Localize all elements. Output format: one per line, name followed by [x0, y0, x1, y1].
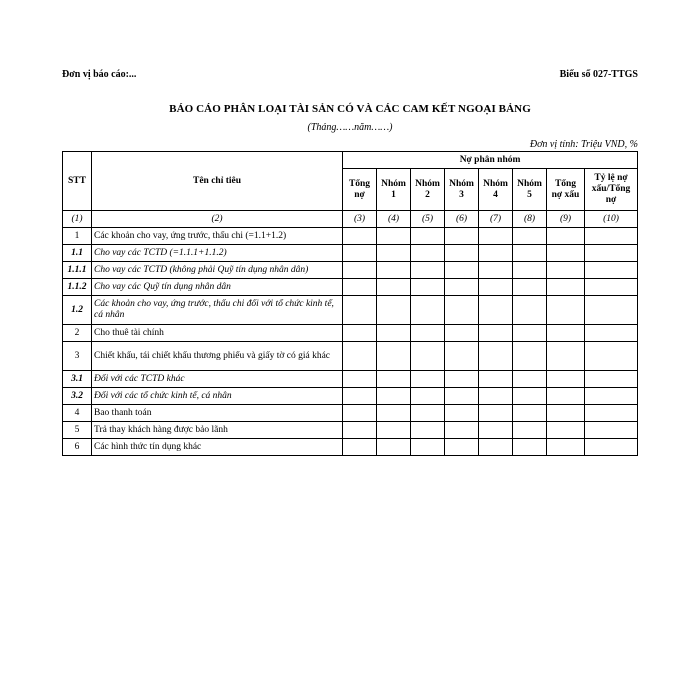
cell-input[interactable] — [377, 262, 411, 279]
cell-input[interactable] — [343, 245, 377, 262]
cell-input[interactable] — [411, 245, 445, 262]
row-label: Các khoản cho vay, ứng trước, thấu chi đối với tổ chức kinh tế, cá nhân — [92, 296, 343, 325]
table-row — [63, 325, 638, 342]
cell-input[interactable] — [445, 388, 479, 405]
cell-input[interactable] — [513, 405, 547, 422]
cell-input[interactable] — [377, 388, 411, 405]
cell-input[interactable] — [377, 228, 411, 245]
row-stt: 4 — [63, 405, 92, 422]
cell-input[interactable] — [445, 245, 479, 262]
table-row — [63, 405, 638, 422]
cell-input[interactable] — [377, 245, 411, 262]
unit-label: Đơn vị tính: Triệu VND, % — [529, 139, 638, 150]
cell-input[interactable] — [411, 405, 445, 422]
header-group-5: Nhóm 5 — [513, 169, 547, 211]
row-label: Cho thuê tài chính — [92, 325, 343, 342]
row-stt: 2 — [63, 325, 92, 342]
cell-input[interactable] — [411, 228, 445, 245]
cell-input[interactable] — [513, 439, 547, 456]
row-stt: 1.1.1 — [63, 262, 92, 279]
cell-input[interactable] — [513, 342, 547, 371]
row-stt: 6 — [63, 439, 92, 456]
cell-input[interactable] — [547, 325, 585, 342]
header-group-1: Nhóm 1 — [377, 169, 411, 211]
cell-input[interactable] — [513, 262, 547, 279]
row-label: Các hình thức tín dụng khác — [92, 439, 343, 456]
row-label: Cho vay các TCTD (=1.1.1+1.1.2) — [92, 245, 343, 262]
cell-input[interactable] — [377, 325, 411, 342]
cell-input[interactable] — [585, 405, 638, 422]
cell-input[interactable] — [377, 439, 411, 456]
cell-input[interactable] — [479, 228, 513, 245]
cell-input[interactable] — [585, 388, 638, 405]
cell-input[interactable] — [585, 228, 638, 245]
cell-input[interactable] — [513, 296, 547, 325]
cell-input[interactable] — [445, 439, 479, 456]
cell-input[interactable] — [479, 296, 513, 325]
cell-input[interactable] — [585, 262, 638, 279]
form-number-label: Biểu số 027-TTGS — [559, 69, 638, 80]
cell-input[interactable] — [585, 325, 638, 342]
cell-input[interactable] — [479, 405, 513, 422]
cell-input[interactable] — [411, 388, 445, 405]
cell-input[interactable] — [513, 245, 547, 262]
cell-input[interactable] — [513, 388, 547, 405]
row-label: Chiết khấu, tái chiết khấu thương phiếu và giấy tờ có giá khác — [92, 342, 343, 371]
row-stt: 1.1.2 — [63, 279, 92, 296]
cell-input[interactable] — [343, 422, 377, 439]
header-total-bad-debt: Tổng nợ xấu — [547, 169, 585, 211]
cell-input[interactable] — [411, 325, 445, 342]
cell-input[interactable] — [343, 279, 377, 296]
table-row — [63, 296, 638, 325]
cell-input[interactable] — [445, 228, 479, 245]
cell-input[interactable] — [585, 245, 638, 262]
table-row — [63, 245, 638, 262]
table-row — [63, 279, 638, 296]
column-number-row — [63, 211, 638, 228]
report-period: (Tháng……năm……) — [307, 122, 393, 133]
report-table — [62, 151, 638, 456]
table-row — [63, 439, 638, 456]
colnum-5: (5) — [411, 211, 445, 228]
cell-input[interactable] — [547, 296, 585, 325]
cell-input[interactable] — [343, 296, 377, 325]
cell-input[interactable] — [585, 439, 638, 456]
row-label: Bao thanh toán — [92, 405, 343, 422]
cell-input[interactable] — [547, 279, 585, 296]
cell-input[interactable] — [585, 296, 638, 325]
table-row — [63, 342, 638, 371]
cell-input[interactable] — [377, 405, 411, 422]
row-stt: 1 — [63, 228, 92, 245]
row-stt: 5 — [63, 422, 92, 439]
cell-input[interactable] — [479, 245, 513, 262]
row-stt: 3.1 — [63, 371, 92, 388]
cell-input[interactable] — [479, 439, 513, 456]
cell-input[interactable] — [445, 325, 479, 342]
cell-input[interactable] — [411, 262, 445, 279]
cell-input[interactable] — [479, 371, 513, 388]
report-title: BÁO CÁO PHÂN LOẠI TÀI SẢN CÓ VÀ CÁC CAM KẾT NGOẠI BẢNG — [169, 103, 531, 115]
colnum-10: (10) — [585, 211, 638, 228]
colnum-4: (4) — [377, 211, 411, 228]
cell-input[interactable] — [343, 405, 377, 422]
cell-input[interactable] — [343, 262, 377, 279]
colnum-9: (9) — [547, 211, 585, 228]
cell-input[interactable] — [343, 342, 377, 371]
cell-input[interactable] — [411, 439, 445, 456]
reporting-unit-label: Đơn vị báo cáo:... — [62, 69, 137, 80]
colnum-2: (2) — [92, 211, 343, 228]
cell-input[interactable] — [547, 371, 585, 388]
header-bad-debt-ratio: Tỷ lệ nợ xấu/Tổng nợ — [585, 169, 638, 211]
cell-input[interactable] — [547, 422, 585, 439]
colnum-8: (8) — [513, 211, 547, 228]
cell-input[interactable] — [343, 325, 377, 342]
row-stt: 3 — [63, 342, 92, 371]
cell-input[interactable] — [547, 262, 585, 279]
cell-input[interactable] — [547, 388, 585, 405]
cell-input[interactable] — [513, 228, 547, 245]
row-label: Đối với các tổ chức kinh tế, cá nhân — [92, 388, 343, 405]
cell-input[interactable] — [445, 422, 479, 439]
cell-input[interactable] — [479, 342, 513, 371]
cell-input[interactable] — [377, 371, 411, 388]
cell-input[interactable] — [513, 325, 547, 342]
cell-input[interactable] — [377, 342, 411, 371]
cell-input[interactable] — [585, 342, 638, 371]
colnum-3: (3) — [343, 211, 377, 228]
cell-input[interactable] — [411, 296, 445, 325]
colnum-6: (6) — [445, 211, 479, 228]
cell-input[interactable] — [479, 279, 513, 296]
table-row — [63, 262, 638, 279]
table-row — [63, 422, 638, 439]
header-debt-group: Nợ phân nhóm — [343, 152, 638, 169]
cell-input[interactable] — [411, 279, 445, 296]
cell-input[interactable] — [585, 371, 638, 388]
cell-input[interactable] — [411, 342, 445, 371]
row-stt: 1.2 — [63, 296, 92, 325]
colnum-1: (1) — [63, 211, 92, 228]
cell-input[interactable] — [547, 245, 585, 262]
cell-input[interactable] — [479, 262, 513, 279]
cell-input[interactable] — [585, 279, 638, 296]
row-label: Cho vay các Quỹ tín dụng nhân dân — [92, 279, 343, 296]
cell-input[interactable] — [377, 422, 411, 439]
cell-input[interactable] — [585, 422, 638, 439]
cell-input[interactable] — [411, 371, 445, 388]
cell-input[interactable] — [547, 405, 585, 422]
row-label: Cho vay các TCTD (không phải Quỹ tín dụng nhân dân) — [92, 262, 343, 279]
row-stt: 1.1 — [63, 245, 92, 262]
row-label: Trả thay khách hàng được bảo lãnh — [92, 422, 343, 439]
header-indicator-name: Tên chỉ tiêu — [92, 152, 343, 211]
row-label: Đối với các TCTD khác — [92, 371, 343, 388]
cell-input[interactable] — [445, 262, 479, 279]
header-total-debt: Tổng nợ — [343, 169, 377, 211]
cell-input[interactable] — [479, 422, 513, 439]
header-group-2: Nhóm 2 — [411, 169, 445, 211]
header-group-3: Nhóm 3 — [445, 169, 479, 211]
table-row — [63, 371, 638, 388]
cell-input[interactable] — [445, 279, 479, 296]
cell-input[interactable] — [343, 228, 377, 245]
cell-input[interactable] — [411, 422, 445, 439]
colnum-7: (7) — [479, 211, 513, 228]
cell-input[interactable] — [547, 342, 585, 371]
cell-input[interactable] — [547, 228, 585, 245]
cell-input[interactable] — [479, 325, 513, 342]
row-label: Các khoản cho vay, ứng trước, thấu chi (=1.1+1.2) — [92, 228, 343, 245]
row-stt: 3.2 — [63, 388, 92, 405]
cell-input[interactable] — [445, 405, 479, 422]
header-group-4: Nhóm 4 — [479, 169, 513, 211]
cell-input[interactable] — [445, 342, 479, 371]
cell-input[interactable] — [513, 279, 547, 296]
cell-input[interactable] — [445, 371, 479, 388]
table-row — [63, 388, 638, 405]
cell-input[interactable] — [377, 279, 411, 296]
cell-input[interactable] — [445, 296, 479, 325]
table-row — [63, 228, 638, 245]
cell-input[interactable] — [377, 296, 411, 325]
cell-input[interactable] — [343, 371, 377, 388]
cell-input[interactable] — [547, 439, 585, 456]
header-stt: STT — [63, 152, 92, 211]
cell-input[interactable] — [513, 422, 547, 439]
cell-input[interactable] — [343, 388, 377, 405]
cell-input[interactable] — [513, 371, 547, 388]
cell-input[interactable] — [343, 439, 377, 456]
cell-input[interactable] — [479, 388, 513, 405]
